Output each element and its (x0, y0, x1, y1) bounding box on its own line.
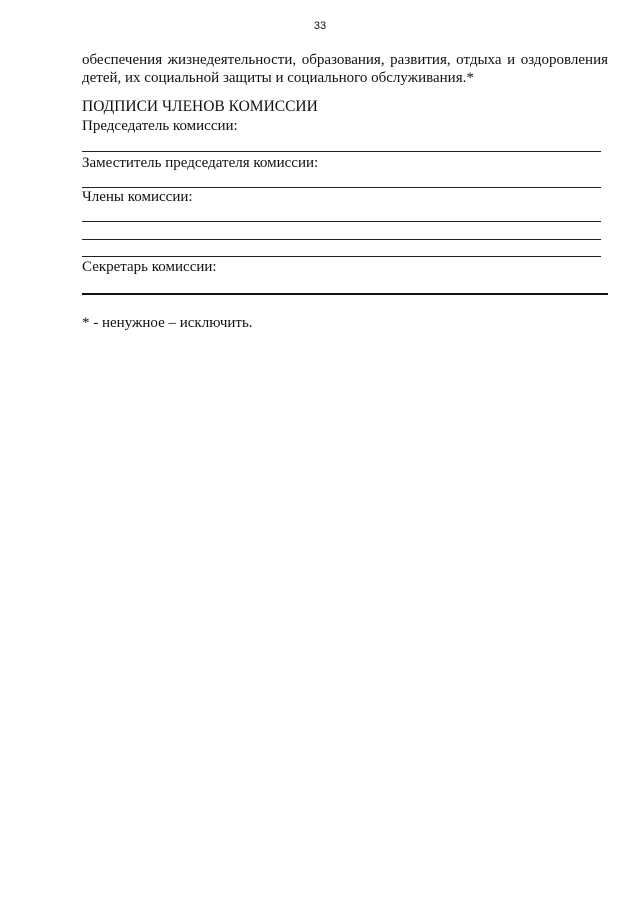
secretary-signature-line (82, 293, 608, 295)
member-signature-line-2 (82, 239, 601, 240)
chairman-signature-line (82, 151, 601, 152)
paragraph-line-2: детей, их социальной защиты и социального обслуживания.* (82, 70, 474, 86)
deputy-chairman-label: Заместитель председателя комиссии: (82, 155, 319, 171)
member-signature-line-3 (82, 256, 601, 257)
chairman-label: Председатель комиссии: (82, 118, 238, 134)
footnote: * - ненужное – исключить. (82, 315, 253, 331)
secretary-label: Секретарь комиссии: (82, 259, 217, 275)
signatures-heading: ПОДПИСИ ЧЛЕНОВ КОМИССИИ (82, 98, 318, 115)
member-signature-line-1 (82, 221, 601, 222)
page-number: 33 (313, 20, 327, 32)
paragraph-line-1: обеспечения жизнедеятельности, образования, развития, отдыха и оздоровления (82, 52, 608, 68)
members-label: Члены комиссии: (82, 189, 193, 205)
